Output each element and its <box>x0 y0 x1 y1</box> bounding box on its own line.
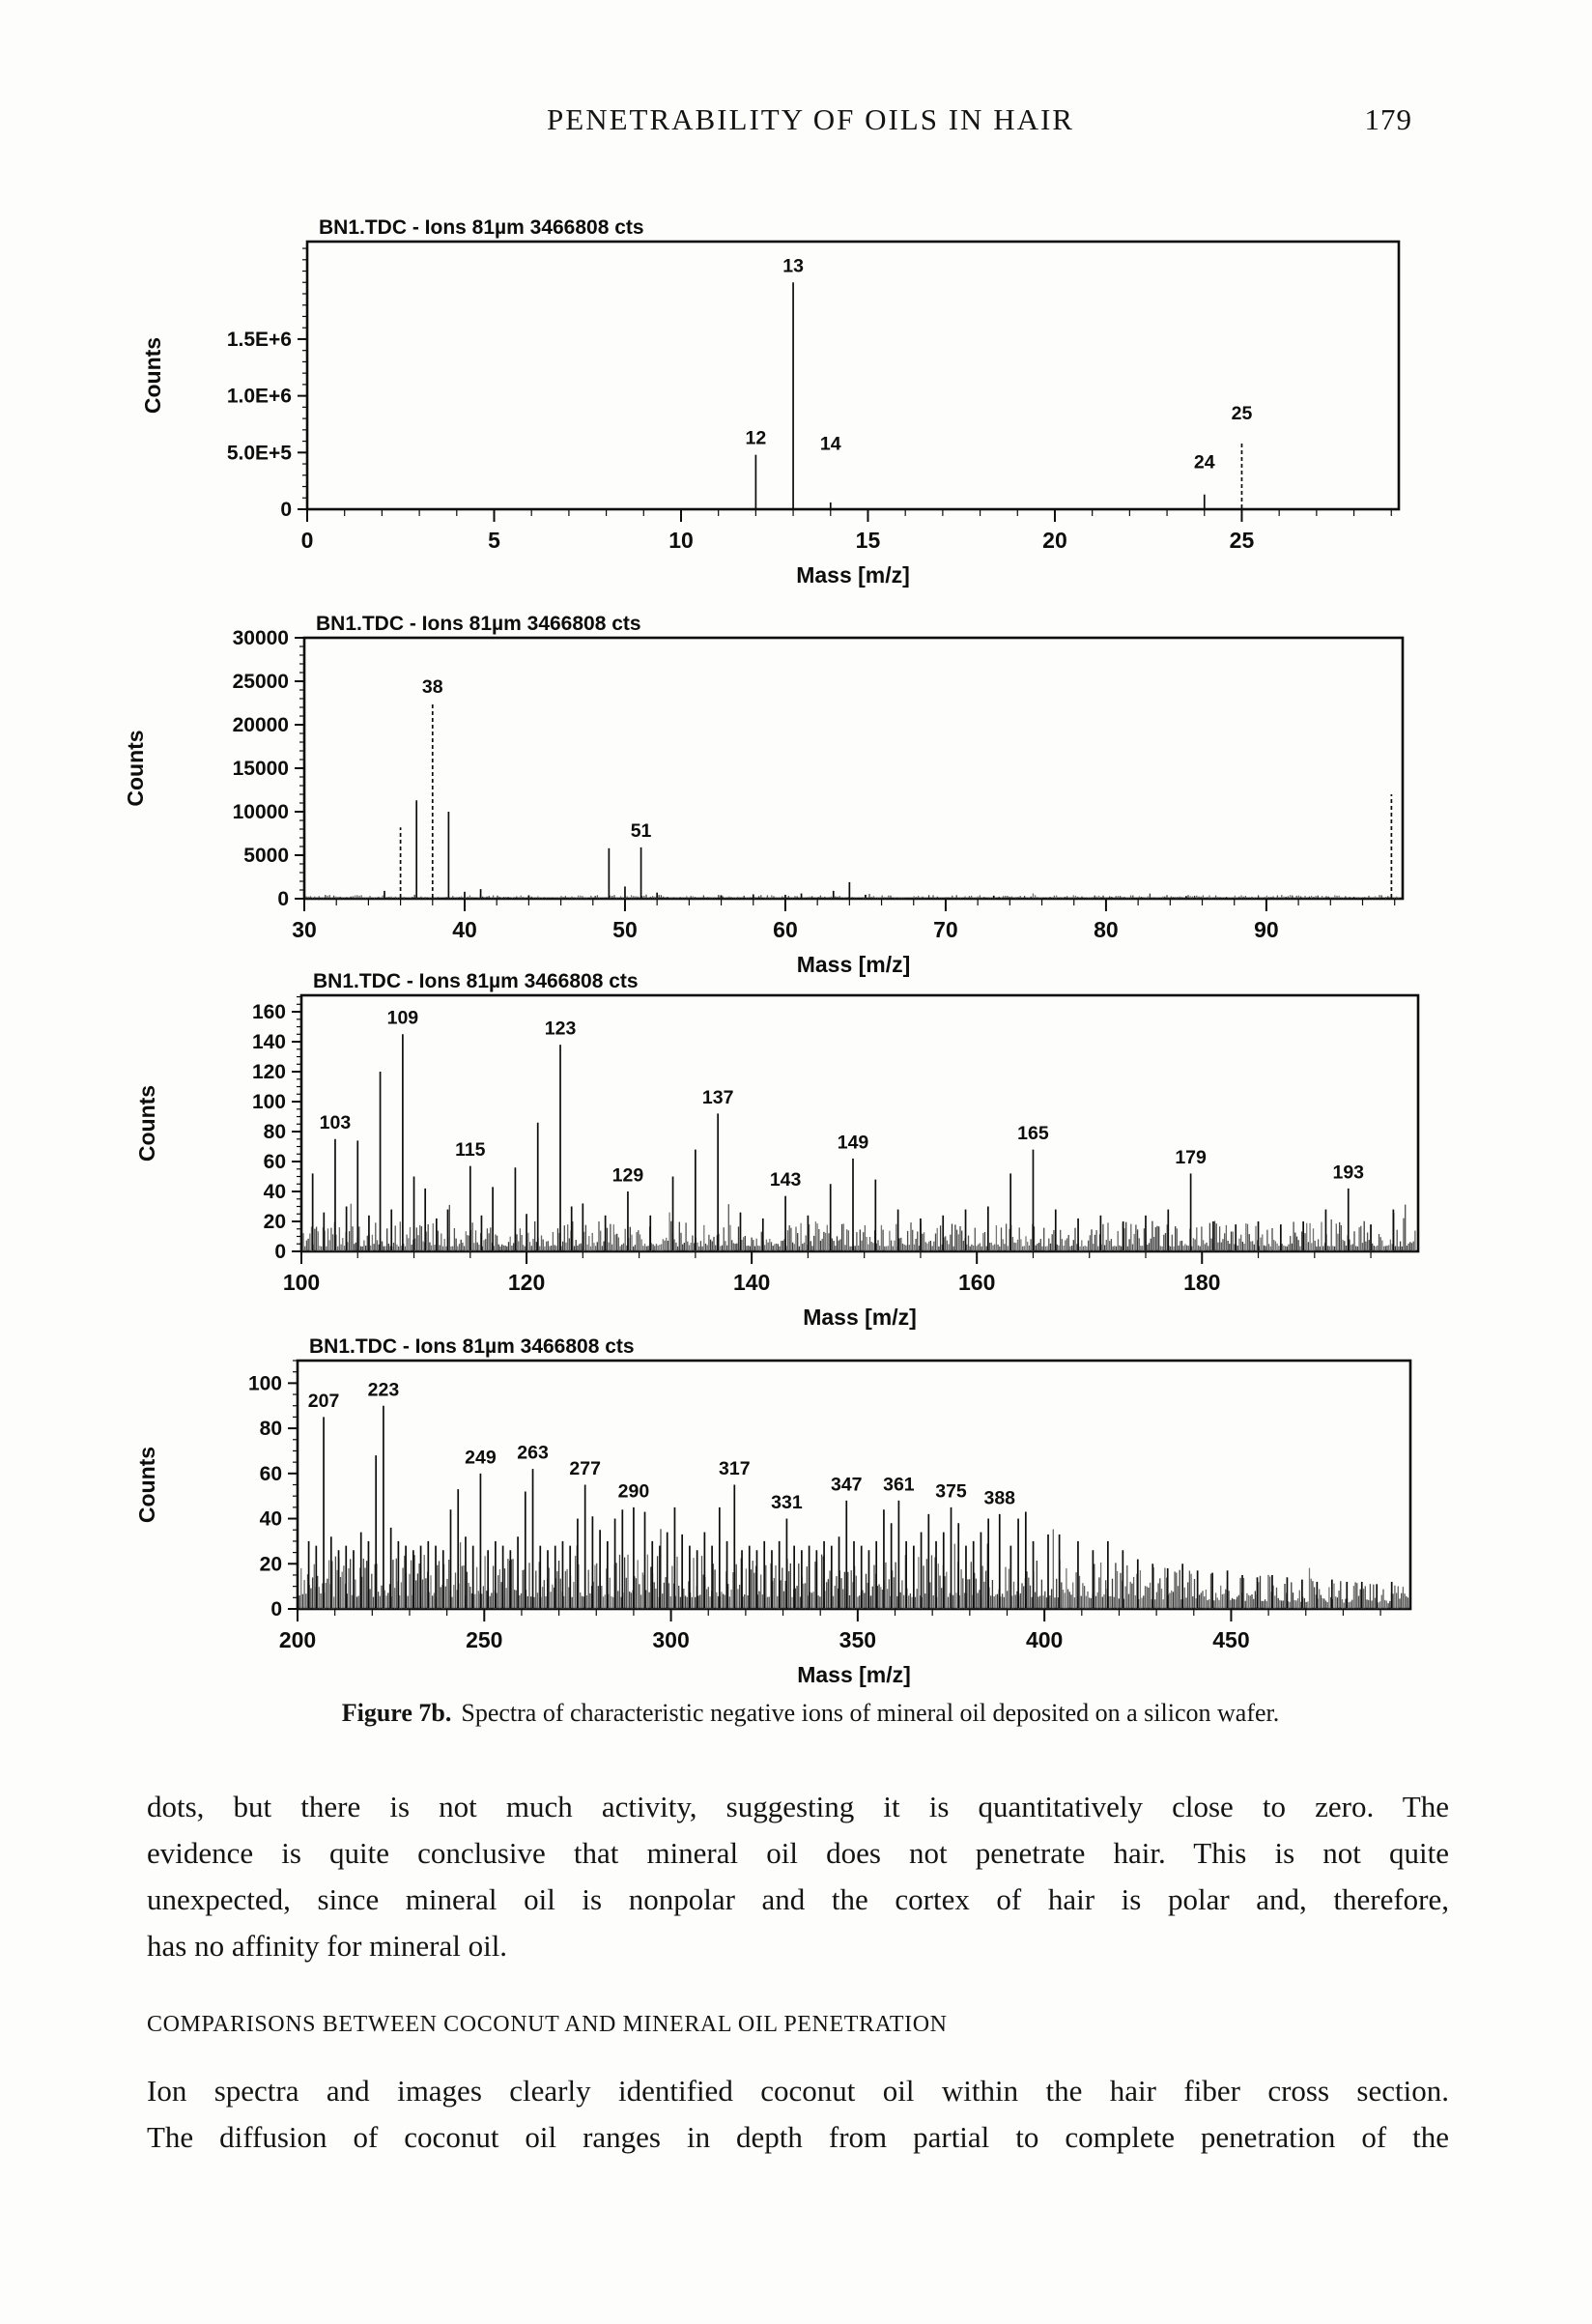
x-axis-label: Mass [m/z] <box>796 952 911 977</box>
figure-caption-label: Figure 7b. <box>341 1699 452 1727</box>
chart-2 <box>123 613 1403 977</box>
y-tick-label: 80 <box>263 1121 286 1144</box>
peak-label-249: 249 <box>465 1447 497 1469</box>
x-axis-label: Mass [m/z] <box>803 1305 917 1330</box>
peak-label-290: 290 <box>617 1480 650 1503</box>
plot-frame <box>301 995 1418 1251</box>
x-tick-label: 10 <box>668 528 694 553</box>
section-heading: COMPARISONS BETWEEN COCONUT AND MINERAL OIL PENETRATION <box>147 2012 948 2037</box>
body-line: Ion spectra and images clearly identified coconut oil within the hair fiber cross section. <box>147 2074 1449 2108</box>
y-tick-label: 1.5E+6 <box>226 328 292 351</box>
body-paragraph-2 <box>147 2068 1449 2161</box>
y-tick-label: 160 <box>251 1001 286 1024</box>
chart-4 <box>134 1335 1410 1687</box>
y-axis-label: Counts <box>134 1084 159 1162</box>
x-axis-label: Mass [m/z] <box>796 562 910 588</box>
y-tick-label: 100 <box>247 1372 282 1395</box>
y-tick-label: 15000 <box>232 758 289 780</box>
peak-label-24: 24 <box>1193 451 1215 473</box>
y-tick-label: 120 <box>251 1061 286 1084</box>
body-line: evidence is quite conclusive that mineral oil does not penetrate hair. This is not quite <box>147 1836 1449 1870</box>
y-tick-label: 60 <box>263 1151 286 1174</box>
x-tick-label: 90 <box>1254 917 1279 942</box>
y-tick-label: 100 <box>251 1091 286 1114</box>
peak-label-115: 115 <box>455 1139 486 1162</box>
peak-label-193: 193 <box>1332 1162 1365 1184</box>
peak-label-179: 179 <box>1175 1146 1207 1168</box>
x-tick-label: 300 <box>652 1627 690 1652</box>
peak-label-51: 51 <box>630 820 652 843</box>
figure-caption-text: Spectra of characteristic negative ions of mineral oil deposited on a silicon wafer. <box>461 1699 1280 1727</box>
peak-label-129: 129 <box>611 1164 644 1187</box>
y-tick-label: 20 <box>259 1553 282 1576</box>
x-tick-label: 15 <box>855 528 881 553</box>
y-axis-label: Counts <box>140 336 165 415</box>
chart-title: BN1.TDC - Ions 81µm 3466808 cts <box>309 1335 635 1358</box>
y-tick-label: 40 <box>259 1507 282 1531</box>
chart-title: BN1.TDC - Ions 81µm 3466808 cts <box>319 216 644 239</box>
x-tick-label: 450 <box>1212 1627 1250 1652</box>
body-line: dots, but there is not much activity, suggesting it is quantitatively close to zero. The <box>147 1790 1449 1823</box>
body-line: unexpected, since mineral oil is nonpolar and the cortex of hair is polar and, therefore, <box>147 1882 1449 1916</box>
chart-title: BN1.TDC - Ions 81µm 3466808 cts <box>316 613 641 635</box>
x-tick-label: 25 <box>1229 528 1255 553</box>
chart-title: BN1.TDC - Ions 81µm 3466808 cts <box>313 970 639 992</box>
x-tick-label: 400 <box>1025 1627 1064 1652</box>
y-tick-label: 20000 <box>232 714 289 736</box>
y-tick-label: 0 <box>280 499 292 521</box>
peak-label-207: 207 <box>307 1390 340 1412</box>
x-tick-label: 80 <box>1094 917 1119 942</box>
peak-label-263: 263 <box>517 1442 549 1464</box>
y-axis-label: Counts <box>134 1446 159 1524</box>
peak-label-12: 12 <box>745 427 767 449</box>
x-tick-label: 120 <box>507 1270 546 1295</box>
peak-label-25: 25 <box>1231 402 1253 424</box>
x-tick-label: 100 <box>282 1270 321 1295</box>
peak-label-143: 143 <box>769 1169 802 1191</box>
body-line: has no affinity for mineral oil. <box>147 1929 508 1963</box>
figure-caption <box>159 1699 1462 1728</box>
peak-label-331: 331 <box>771 1492 803 1514</box>
y-tick-label: 25000 <box>232 671 289 693</box>
peak-label-277: 277 <box>569 1458 601 1480</box>
x-tick-label: 250 <box>466 1627 503 1652</box>
peak-label-103: 103 <box>319 1112 352 1134</box>
x-tick-label: 0 <box>300 528 314 553</box>
x-tick-label: 180 <box>1183 1270 1221 1295</box>
y-tick-label: 0 <box>277 888 289 910</box>
peak-label-109: 109 <box>386 1007 419 1029</box>
x-tick-label: 160 <box>958 1270 996 1295</box>
chart-1 <box>140 216 1399 588</box>
peak-label-14: 14 <box>819 433 841 455</box>
peak-label-317: 317 <box>719 1458 751 1480</box>
body-line: The diffusion of coconut oil ranges in depth from partial to complete penetration of the <box>147 2120 1449 2154</box>
x-tick-label: 5 <box>488 528 500 553</box>
peak-label-38: 38 <box>421 675 443 698</box>
peak-label-388: 388 <box>983 1487 1016 1509</box>
y-tick-label: 0 <box>270 1598 282 1621</box>
peak-label-165: 165 <box>1017 1122 1049 1144</box>
page-header-title: PENETRABILITY OF OILS IN HAIR <box>547 102 1074 136</box>
peak-label-347: 347 <box>830 1474 863 1496</box>
y-tick-label: 1.0E+6 <box>226 385 292 408</box>
plot-frame <box>304 638 1403 899</box>
peak-label-149: 149 <box>837 1132 869 1154</box>
peak-label-361: 361 <box>883 1474 915 1496</box>
x-tick-label: 200 <box>278 1627 317 1652</box>
y-tick-label: 20 <box>263 1211 286 1234</box>
body-paragraph-1 <box>147 1784 1449 1969</box>
peak-label-13: 13 <box>782 255 804 277</box>
x-tick-label: 40 <box>452 917 477 942</box>
x-tick-label: 30 <box>292 917 317 942</box>
y-tick-label: 140 <box>251 1031 286 1054</box>
x-tick-label: 20 <box>1042 528 1067 553</box>
peak-label-223: 223 <box>367 1379 400 1401</box>
x-tick-label: 60 <box>773 917 798 942</box>
page-number: 179 <box>1364 102 1412 136</box>
y-tick-label: 10000 <box>232 801 289 823</box>
y-tick-label: 80 <box>259 1418 282 1441</box>
x-tick-label: 140 <box>732 1270 771 1295</box>
plot-frame <box>307 242 1399 509</box>
y-tick-label: 30000 <box>232 627 289 649</box>
y-tick-label: 5000 <box>243 845 289 867</box>
peak-label-137: 137 <box>701 1086 734 1108</box>
peak-label-375: 375 <box>935 1480 967 1503</box>
x-axis-label: Mass [m/z] <box>797 1662 911 1687</box>
y-tick-label: 60 <box>259 1462 282 1485</box>
x-tick-label: 70 <box>933 917 958 942</box>
x-tick-label: 50 <box>612 917 638 942</box>
y-tick-label: 5.0E+5 <box>226 442 292 465</box>
y-tick-label: 0 <box>274 1241 286 1263</box>
y-axis-label: Counts <box>123 730 148 807</box>
x-tick-label: 350 <box>839 1627 877 1652</box>
peak-label-123: 123 <box>544 1018 577 1040</box>
chart-3 <box>134 970 1418 1330</box>
y-tick-label: 40 <box>263 1181 286 1204</box>
